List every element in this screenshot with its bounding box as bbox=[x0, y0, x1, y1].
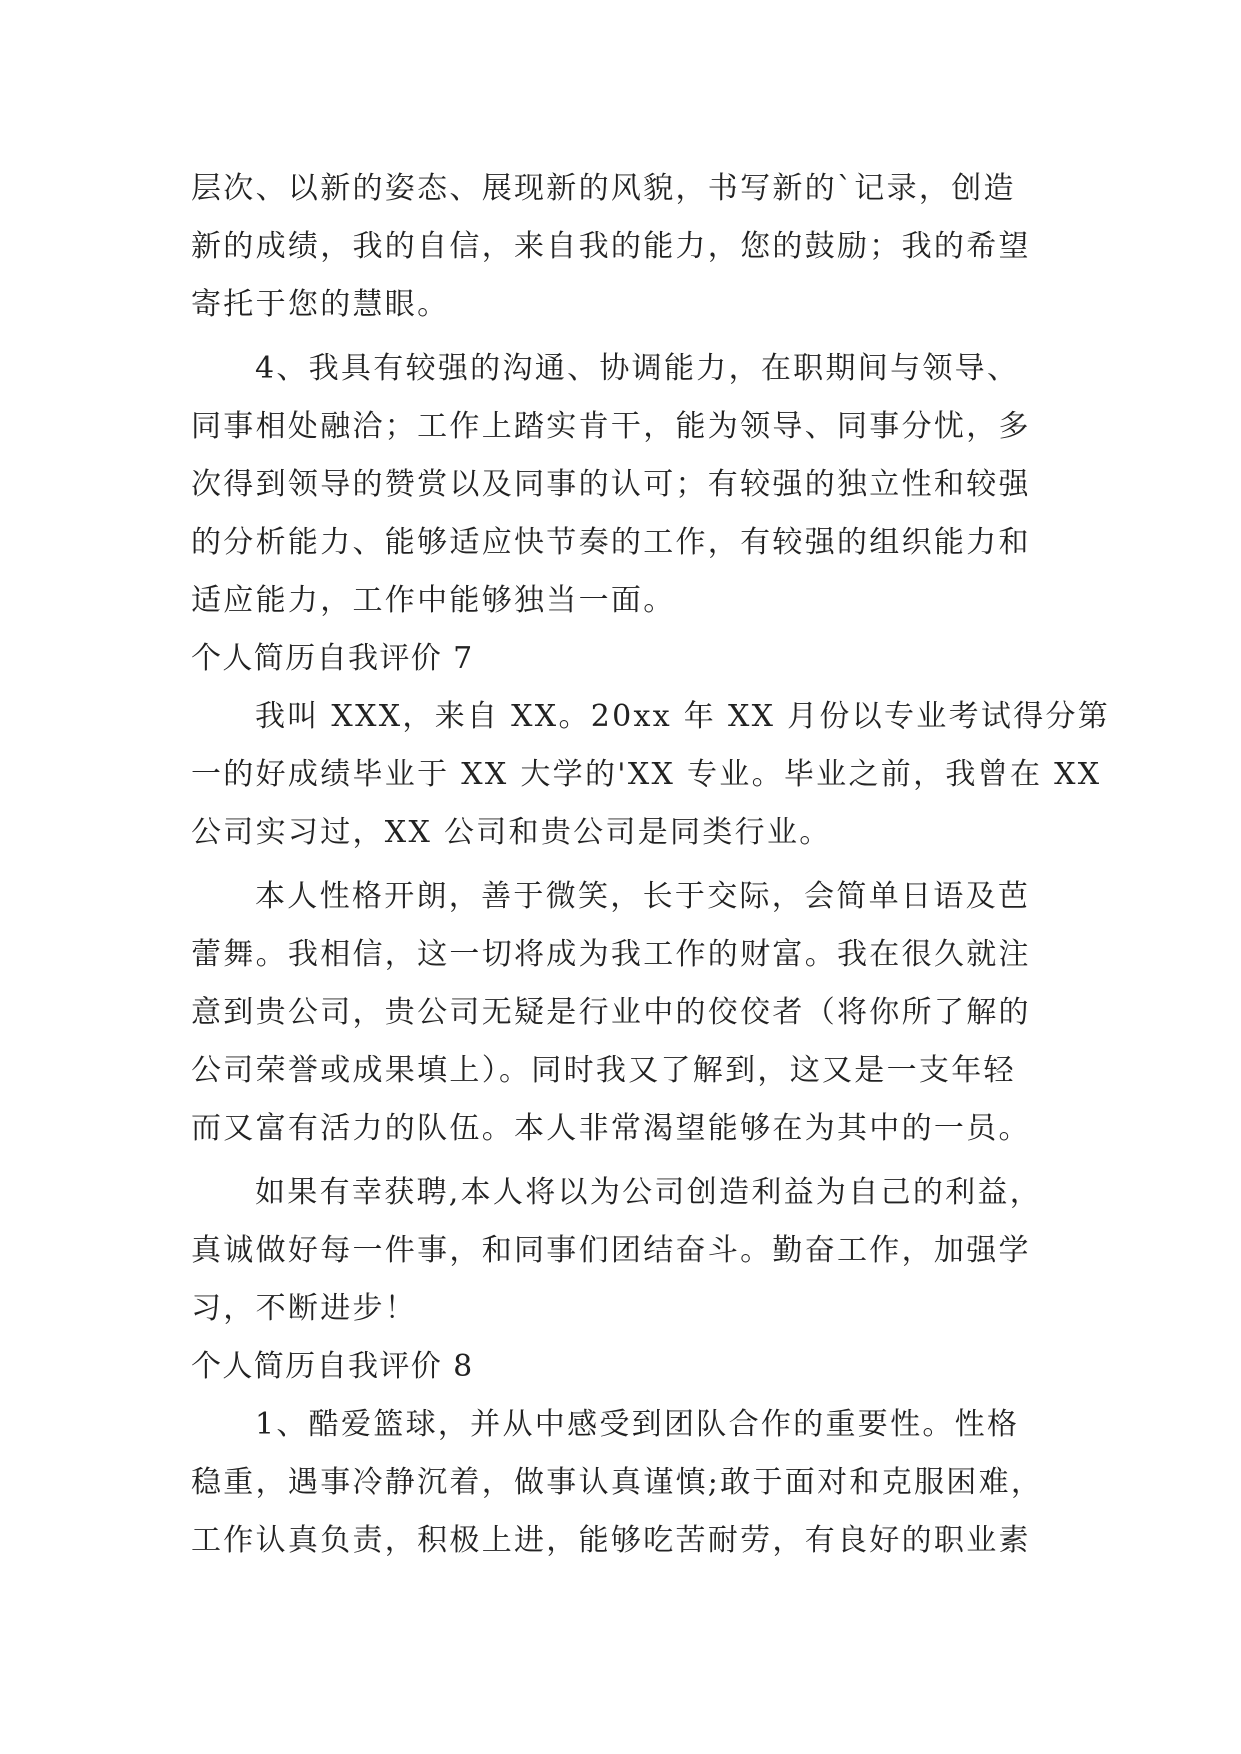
text-line: 公司实习过，XX 公司和贵公司是同类行业。 bbox=[191, 815, 832, 850]
text-line: 寄托于您的慧眼。 bbox=[191, 287, 450, 322]
text-line: 真诚做好每一件事，和同事们团结奋斗。勤奋工作，加强学 bbox=[191, 1233, 1031, 1268]
text-line: 意到贵公司，贵公司无疑是行业中的佼佼者（将你所了解的 bbox=[191, 995, 1031, 1030]
text-line: 1、酷爱篮球，并从中感受到团队合作的重要性。性格 bbox=[255, 1407, 1020, 1442]
text-line: 如果有幸获聘,本人将以为公司创造利益为自己的利益， bbox=[255, 1175, 1043, 1210]
text-line: 工作认真负责，积极上进，能够吃苦耐劳，有良好的职业素 bbox=[191, 1523, 1031, 1558]
text-line: 的分析能力、能够适应快节奏的工作，有较强的组织能力和 bbox=[191, 525, 1031, 560]
text-line: 蕾舞。我相信，这一切将成为我工作的财富。我在很久就注 bbox=[191, 937, 1031, 972]
text-line: 公司荣誉或成果填上）。同时我又了解到，这又是一支年轻 bbox=[191, 1053, 1016, 1088]
text-line: 新的成绩，我的自信，来自我的能力，您的鼓励；我的希望 bbox=[191, 229, 1031, 264]
text-line: 同事相处融洽；工作上踏实肯干，能为领导、同事分忧，多 bbox=[191, 409, 1031, 444]
text-line: 而又富有活力的队伍。本人非常渴望能够在为其中的一员。 bbox=[191, 1111, 1031, 1146]
text-line: 适应能力，工作中能够独当一面。 bbox=[191, 583, 676, 618]
document-body bbox=[191, 160, 1111, 1570]
text-line: 习，不断进步！ bbox=[191, 1291, 418, 1326]
text-line: 层次、以新的姿态、展现新的风貌，书写新的`记录，创造 bbox=[191, 171, 1016, 206]
section-heading: 个人简历自我评价 8 bbox=[191, 1349, 474, 1384]
text-line: 一的好成绩毕业于 XX 大学的'XX 专业。毕业之前，我曾在 XX bbox=[191, 757, 1102, 792]
text-line: 次得到领导的赞赏以及同事的认可；有较强的独立性和较强 bbox=[191, 467, 1031, 502]
text-line: 我叫 XXX，来自 XX。20xx 年 XX 月份以专业考试得分第 bbox=[255, 699, 1111, 734]
text-line: 稳重，遇事冷静沉着，做事认真谨慎;敢于面对和克服困难， bbox=[191, 1465, 1044, 1500]
text-line: 本人性格开朗，善于微笑，长于交际，会简单日语及芭 bbox=[255, 879, 1031, 914]
text-line: 4、我具有较强的沟通、协调能力，在职期间与领导、 bbox=[255, 351, 1020, 386]
section-heading: 个人简历自我评价 7 bbox=[191, 641, 474, 676]
